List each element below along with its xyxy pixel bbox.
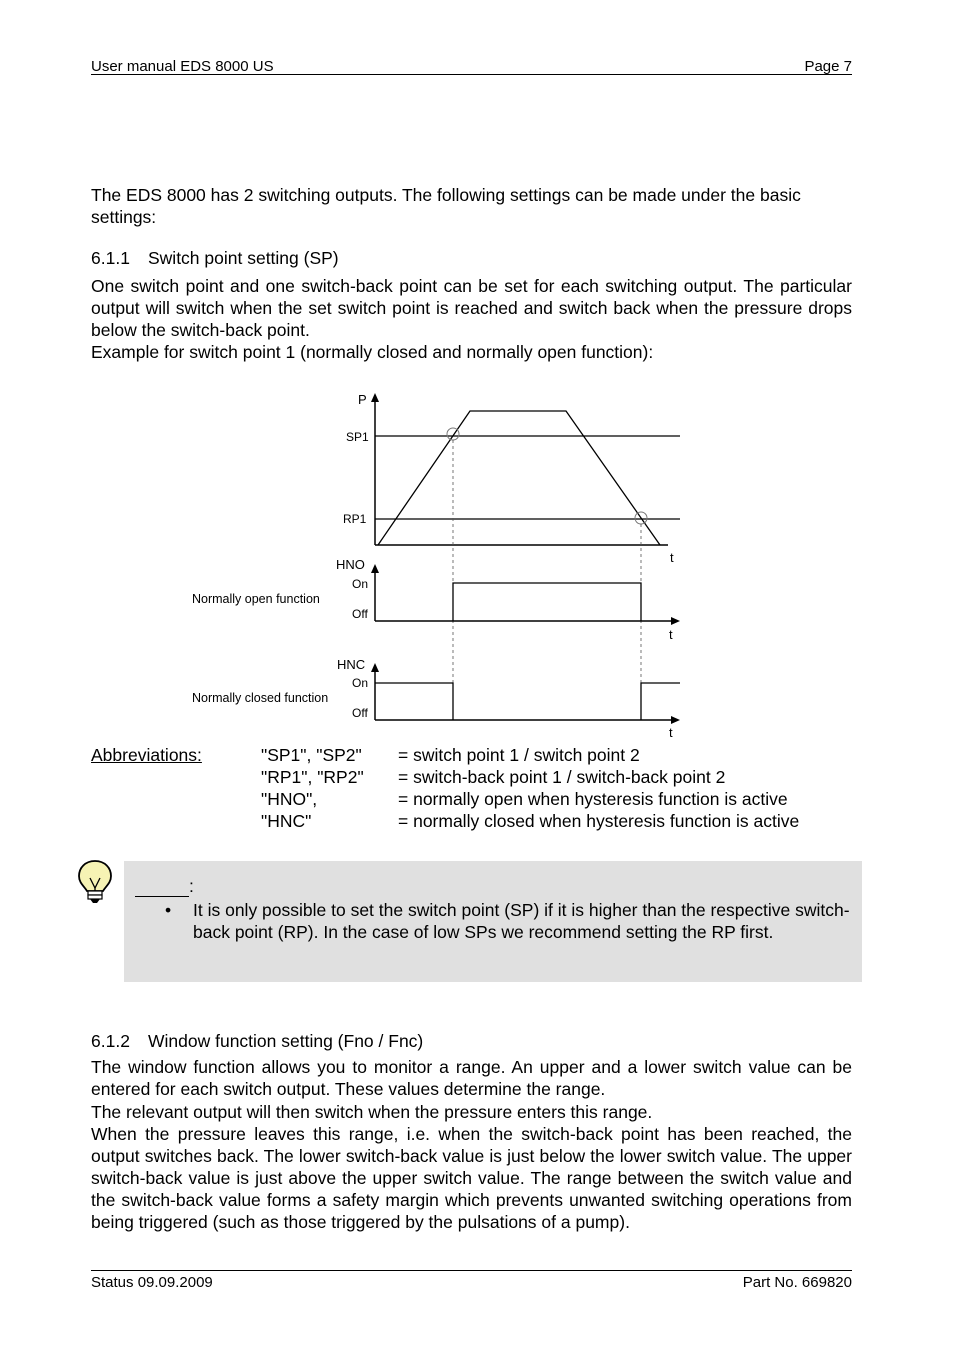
- note-colon: :: [189, 876, 194, 896]
- section-heading-612: [91, 1031, 423, 1052]
- abbreviation-term: "RP1", "RP2": [261, 767, 364, 787]
- section-title: Switch point setting (SP): [148, 248, 339, 268]
- abbreviation-meaning: = normally closed when hysteresis function is active: [398, 811, 800, 831]
- note-heading-underline: [135, 880, 189, 897]
- normally-open-function-label: Normally open function: [192, 592, 320, 606]
- hnc-signal-end: [641, 683, 680, 720]
- header-page-number: Page 7: [804, 58, 852, 75]
- section-612-paragraph-1: The window function allows you to monitor a range. An upper and a lower switch value can be entered for each switch output. These values determine the range.: [91, 1057, 852, 1099]
- hno-axis-arrow: [371, 564, 379, 573]
- section-611-paragraph: One switch point and one switch-back point can be set for each switching output. The particular output will switch when the set switch point is reached and switch back when the pressure drops below the switch-back point.: [91, 276, 852, 340]
- hno-off-label: Off: [352, 607, 368, 621]
- p-axis-arrow: [371, 393, 379, 402]
- sp1-label: SP1: [346, 430, 369, 444]
- footer-rule: [91, 1270, 852, 1271]
- sp1-crossing-marker: [447, 428, 459, 440]
- hno-t-axis-arrow: [671, 617, 680, 625]
- normally-closed-function-label: Normally closed function: [192, 691, 329, 705]
- bullet-icon: •: [165, 900, 172, 920]
- example-caption: Example for switch point 1 (normally closed and normally open function):: [91, 342, 654, 362]
- note-heading: [135, 876, 194, 897]
- hnc-axis-arrow: [371, 663, 379, 672]
- hnc-off-label: Off: [352, 706, 368, 720]
- lightbulb-icon: [76, 858, 114, 906]
- abbreviation-meaning: = switch-back point 1 / switch-back point 2: [398, 767, 726, 787]
- footer-part-number: Part No. 669820: [742, 1274, 852, 1291]
- section-number: 6.1.1: [91, 248, 130, 268]
- pressure-curve: [378, 411, 660, 545]
- section-title: Window function setting (Fno / Fnc): [148, 1031, 424, 1051]
- abbreviations-title: Abbreviations:: [91, 745, 202, 765]
- section-number: 6.1.2: [91, 1031, 130, 1051]
- abbreviation-term: "HNC": [261, 811, 312, 831]
- hno-signal: [453, 583, 641, 621]
- t-label-pressure: t: [670, 550, 674, 565]
- intro-paragraph: The EDS 8000 has 2 switching outputs. The following settings can be made under the basic settings:: [91, 185, 801, 227]
- header-title: User manual EDS 8000 US: [91, 58, 274, 75]
- footer-status: Status 09.09.2009: [91, 1274, 213, 1291]
- hnc-on-label: On: [352, 676, 369, 690]
- section-612-paragraph-2: The relevant output will then switch when the pressure enters this range.: [91, 1102, 653, 1122]
- rp1-label: RP1: [343, 512, 367, 526]
- t-label-hnc: t: [669, 725, 673, 740]
- note-bullet-text: It is only possible to set the switch point (SP) if it is higher than the respective switch-back point (RP). In the case of low SPs we recommend setting the RP first.: [193, 900, 850, 942]
- hnc-signal-start: [375, 683, 453, 720]
- t-label-hno: t: [669, 627, 673, 642]
- abbreviation-meaning: = normally open when hysteresis function is active: [398, 789, 788, 809]
- abbreviation-term: "SP1", "SP2": [261, 745, 362, 765]
- p-axis-label: P: [358, 392, 367, 407]
- hno-label: HNO: [336, 557, 365, 572]
- hnc-t-axis-arrow: [671, 716, 680, 724]
- abbreviation-term: "HNO",: [261, 789, 318, 809]
- section-612-paragraph-3: When the pressure leaves this range, i.e. when the switch-back point has been reached, the output switches back. The lower switch-back value is just below the lower switch value. The upper switch-back value is just above the upper switch value. The range between the switch value and the switch-back value forms a safety margin which prevents unwanted switching operations from being triggered (such as those triggered by the pulsations of a pump).: [91, 1124, 852, 1232]
- hnc-label: HNC: [337, 657, 366, 672]
- abbreviation-meaning: = switch point 1 / switch point 2: [398, 745, 640, 765]
- hno-on-label: On: [352, 577, 369, 591]
